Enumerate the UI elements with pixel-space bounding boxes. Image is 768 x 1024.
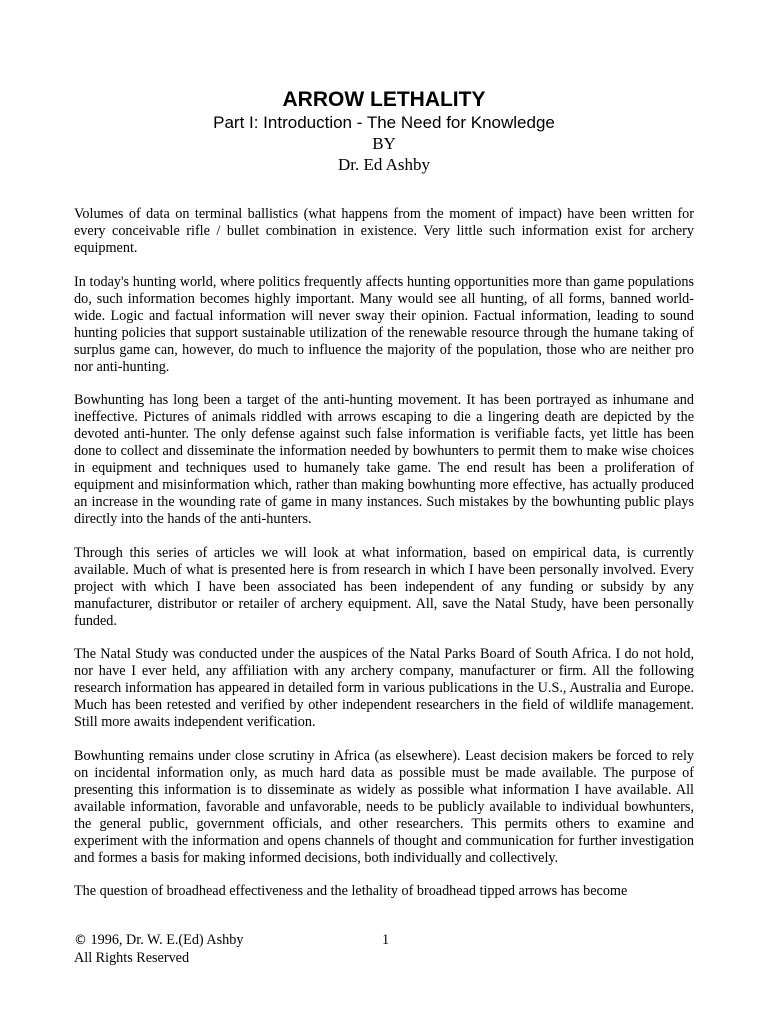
paragraph: Through this series of articles we will look at what information, based on empirical data, is currently available. Much of what is presented here is from research in which I have been personally involved. Every project with which I have been associated has been independent of any funding or subsidy by any manufacturer, distributor or retailer of archery equipment. All, save the Natal Study, have been personally funded. (74, 544, 694, 629)
page-footer (74, 931, 694, 967)
page-title: ARROW LETHALITY (282, 88, 486, 111)
byline-label: BY (372, 134, 396, 153)
footer-copyright-line (74, 931, 694, 949)
paragraph: Volumes of data on terminal ballistics (what happens from the moment of impact) have been written for every conceivable rifle / bullet combination in existence. Very little such information exist for archery equipment. (74, 206, 694, 256)
paragraph: Bowhunting has long been a target of the anti-hunting movement. It has been portrayed as inhumane and ineffective. Pictures of animals riddled with arrows escaping to die a lingering death are depicted by the devoted anti-hunter. The only defense against such false information is verifiable facts, yet little has been done to collect and disseminate the information needed by bowhunters to permit them to make wise choices in equipment and techniques used to humanely take game. The end result has been a proliferation of equipment and misinformation which, rather than making bowhunting more effective, has actually produced an increase in the wounding rate of game in many instances. Such mistakes by the bowhunting public plays directly into the hands of the anti-hunters. (74, 392, 694, 527)
paragraph-continued: The question of broadhead effectiveness and the lethality of broadhead tipped arrows has become (74, 883, 628, 899)
copyright-text: 1996, Dr. W. E.(Ed) Ashby (87, 932, 244, 948)
paragraph: The Natal Study was conducted under the auspices of the Natal Parks Board of South Africa. I do not hold, nor have I ever held, any affiliation with any archery company, manufacturer or firm. All the following research information has appeared in detailed form in various publications in the U.S., Australia and Europe. Much has been retested and verified by other independent researchers in the field of wildlife management. Still more awaits independent verification. (74, 646, 694, 730)
author-name: Dr. Ed Ashby (337, 155, 431, 174)
copyright-icon: © (74, 933, 87, 948)
paragraph: In today's hunting world, where politics frequently affects hunting opportunities more than game populations do, such information becomes highly important. Many would see all hunting, of all forms, banned world-wide. Logic and factual information will never sway their opinion. Factual information, leading to sound hunting policies that support sustainable utilization of the renewable resource through the humane taking of surplus game can, however, do much to influence the majority of the population, those who are neither pro nor anti-hunting. (74, 273, 694, 375)
paragraph: Bowhunting remains under close scrutiny in Africa (as elsewhere). Least decision makers be forced to rely on incidental information only, as much hard data as possible must be made available. The purpose of presenting this information is to disseminate as widely as possible what information I have available. All available information, favorable and unfavorable, needs to be publicly available to individual bowhunters, the general public, government officials, and other researchers. This permits others to examine and experiment with the information and opens channels of thought and communication for further investigation and formes a basis for making informed decisions, both individually and collectively. (74, 747, 694, 866)
article-body (74, 206, 694, 900)
page-number: 1 (382, 932, 390, 948)
rights-reserved: All Rights Reserved (74, 950, 190, 966)
page-subtitle: Part I: Introduction - The Need for Knowledge (213, 113, 555, 132)
